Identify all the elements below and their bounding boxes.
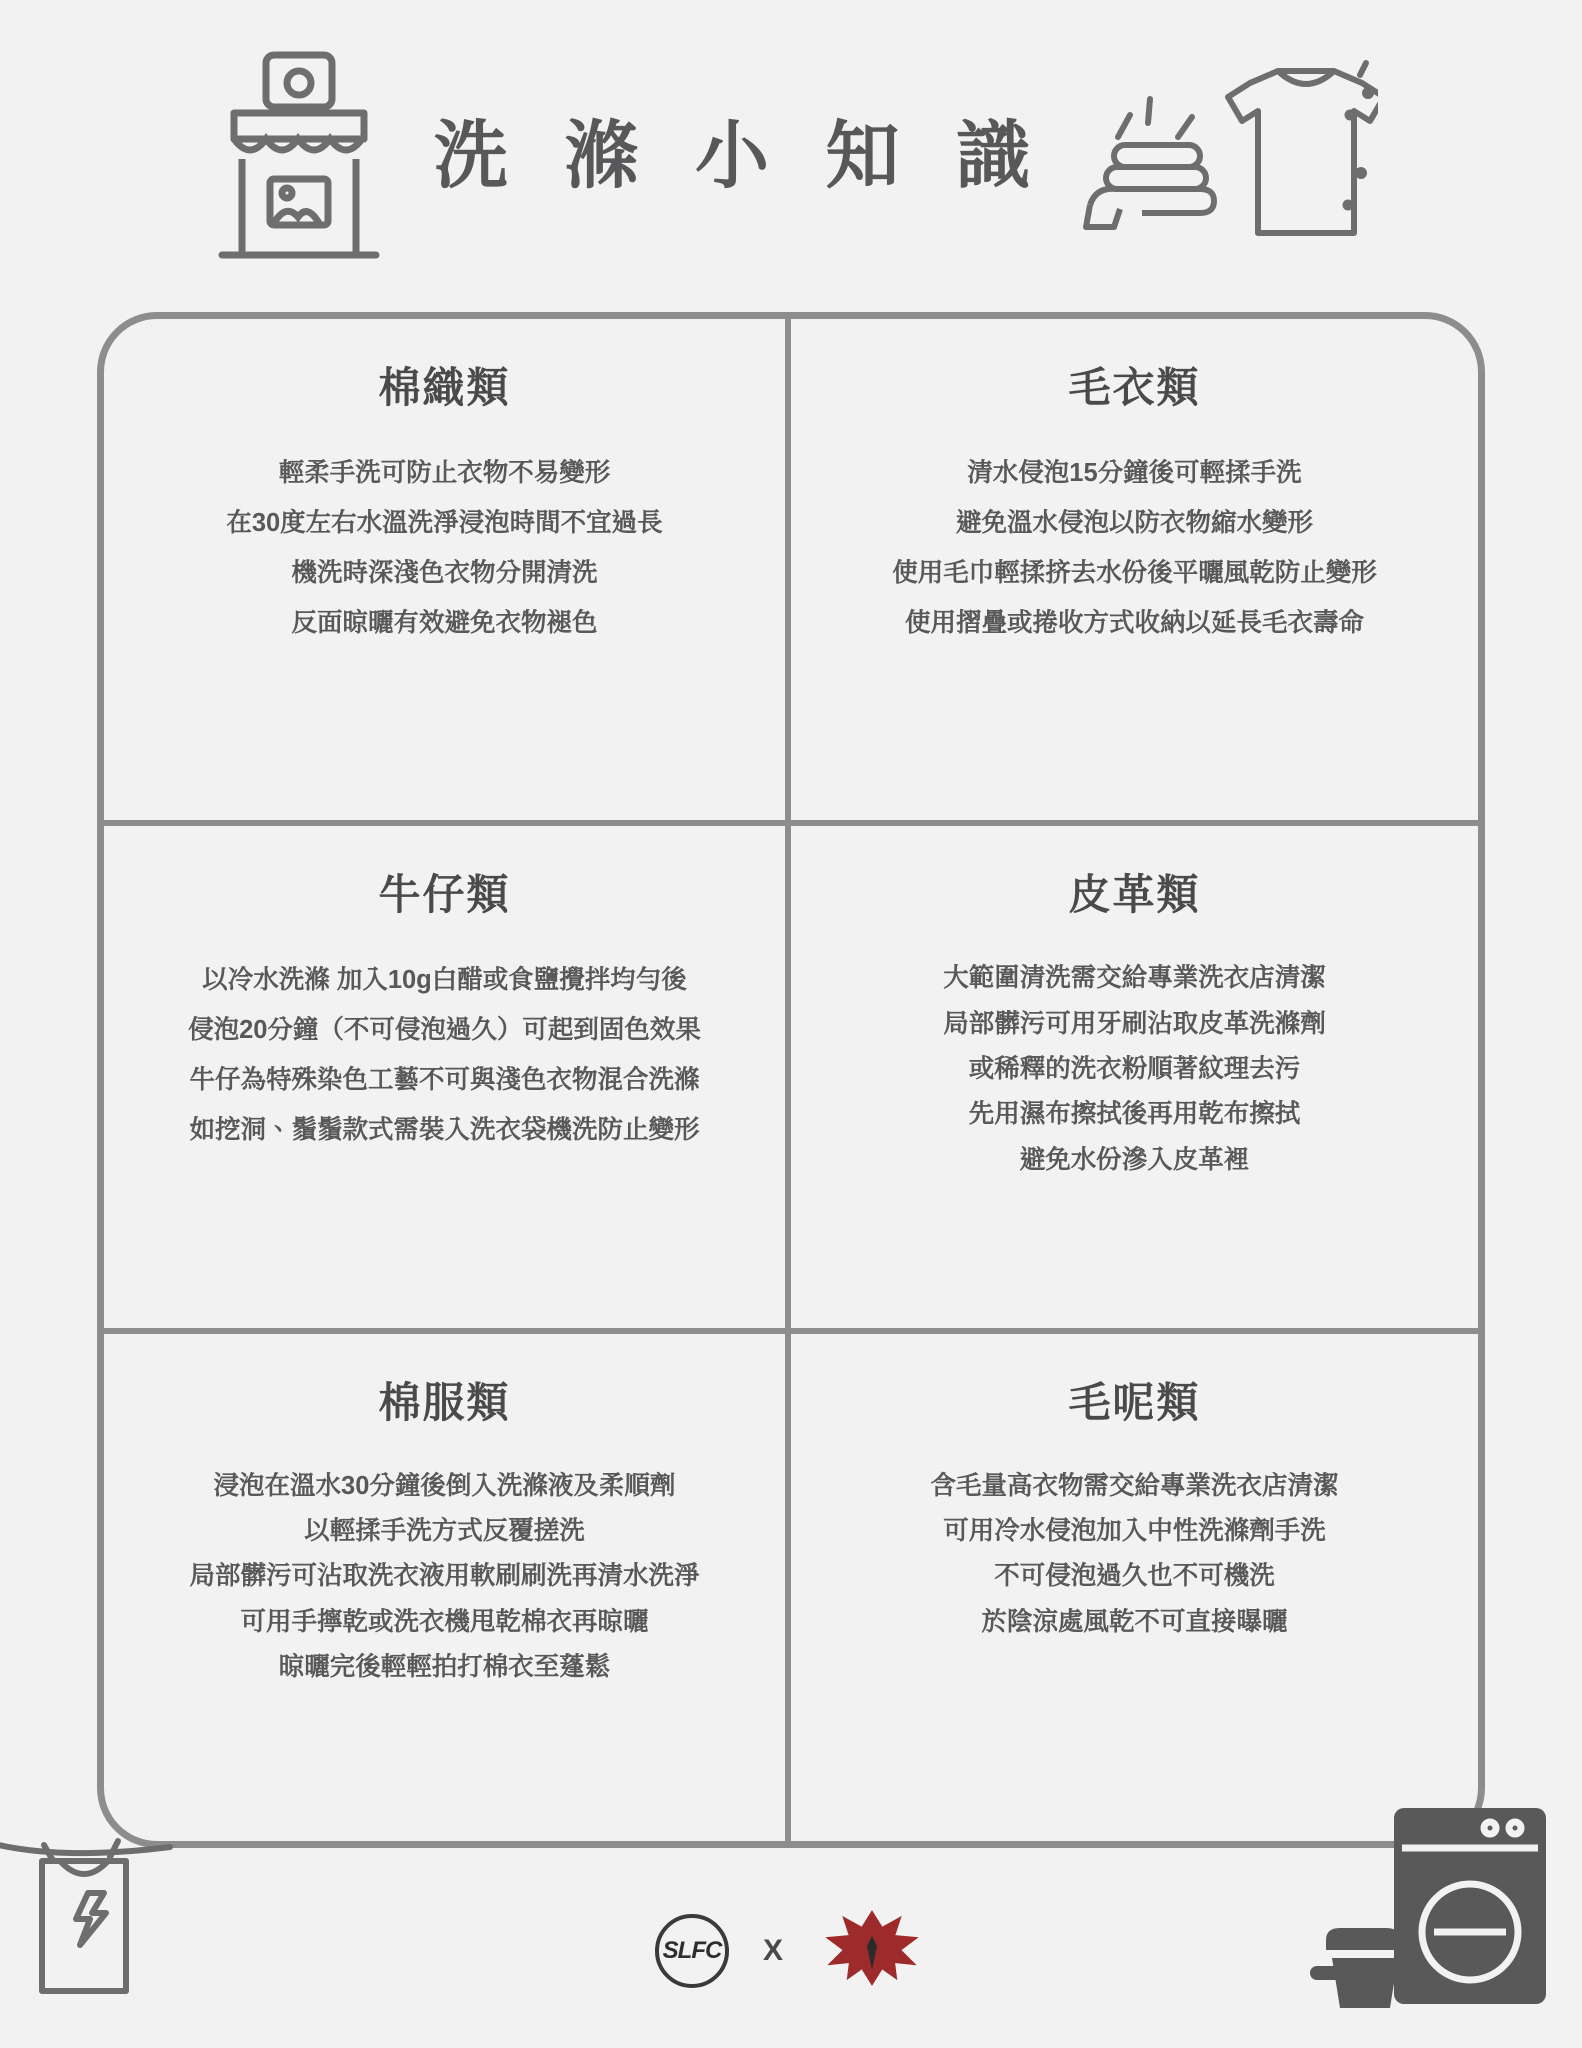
- care-line: 清水侵泡15分鐘後可輕揉手洗: [967, 459, 1302, 487]
- slfc-logo-text: SLFC: [662, 1937, 722, 1964]
- hand-washing-shirt-icon: [1078, 45, 1378, 260]
- care-line: 機洗時深淺色衣物分開清洗: [291, 558, 598, 587]
- page-title: 洗 滌 小 知 識: [433, 114, 1049, 197]
- care-line: 不可侵泡過久也不可機洗: [994, 1562, 1275, 1591]
- care-guide-panel: [97, 312, 1485, 1848]
- card-lines: [189, 1464, 699, 1691]
- care-line: 使用毛巾輕揉挤去水份後平曬風乾防止變形: [892, 558, 1377, 587]
- care-line: 以冷水洗滌 加入10g白醋或食鹽攪拌均勻後: [202, 966, 687, 995]
- care-line: 含毛量高衣物需交給專業洗衣店清潔: [930, 1471, 1339, 1500]
- care-card-denim: [104, 826, 791, 1333]
- care-line: 以輕揉手洗方式反覆搓洗: [304, 1517, 585, 1546]
- care-line: 或稀釋的洗衣粉順著紋理去污: [968, 1055, 1301, 1084]
- card-lines: [943, 956, 1326, 1183]
- care-line: 先用濕布擦拭後再用乾布擦拭: [968, 1100, 1301, 1129]
- care-line: 可用手擰乾或洗衣機甩乾棉衣再晾曬: [240, 1607, 649, 1636]
- washing-machine-basket-icon: [1310, 1782, 1560, 2012]
- care-card-wool: [791, 1334, 1478, 1841]
- care-line: 晾曬完後輕輕拍打棉衣至蓬鬆: [278, 1653, 611, 1682]
- care-line: 局部髒污可用牙刷沾取皮革洗滌劑: [943, 1009, 1326, 1038]
- card-lines: [930, 1464, 1338, 1646]
- care-line: 於陰涼處風乾不可直接曝曬: [981, 1607, 1288, 1636]
- clothesline-tank-top-icon: [0, 1827, 190, 2002]
- care-line: 如挖洞、鬚鬚款式需裝入洗衣袋機洗防止變形: [189, 1116, 700, 1145]
- care-line: 輕柔手洗可防止衣物不易變形: [278, 459, 611, 487]
- care-line: 大範圍清洗需交給專業洗衣店清潔: [943, 964, 1326, 993]
- care-line: 侵泡20分鐘（不可侵泡過久）可起到固色效果: [188, 1016, 701, 1045]
- care-line: 反面晾曬有效避免衣物褪色: [291, 608, 598, 637]
- care-line: 浸泡在溫水30分鐘後倒入洗滌液及柔順劑: [213, 1471, 676, 1500]
- care-card-cotton: [104, 319, 791, 826]
- slfc-logo-icon: [655, 1914, 729, 1988]
- care-line: 牛仔為特殊染色工藝不可與淺色衣物混合洗滌: [189, 1066, 700, 1095]
- care-line: 在30度左右水溫洗淨浸泡時間不宜過長: [226, 508, 663, 537]
- care-line: 避免水份滲入皮革裡: [1019, 1145, 1250, 1174]
- brand-collab-logos: [655, 1906, 927, 1996]
- collab-separator: X: [762, 1934, 784, 1967]
- care-line: 使用摺疊或捲收方式收納以延長毛衣壽命: [904, 608, 1364, 637]
- card-title: 毛衣類: [1068, 364, 1201, 411]
- dragon-emblem-icon: [817, 1906, 927, 1996]
- care-line: 可用冷水侵泡加入中性洗滌劑手洗: [943, 1517, 1326, 1546]
- care-card-leather: [791, 826, 1478, 1333]
- care-card-padded: [104, 1334, 791, 1841]
- page-header: [0, 0, 1582, 300]
- card-title: 牛仔類: [378, 871, 511, 919]
- card-lines: [892, 449, 1377, 649]
- card-title: 毛呢類: [1068, 1378, 1201, 1426]
- care-card-sweater: [791, 319, 1478, 826]
- card-lines: [188, 956, 701, 1156]
- care-line: 局部髒污可沾取洗衣液用軟刷刷洗再清水洗淨: [189, 1562, 700, 1591]
- care-line: 避免溫水侵泡以防衣物縮水變形: [955, 508, 1313, 537]
- card-title: 棉織類: [378, 364, 511, 411]
- page-footer: [0, 1848, 1582, 2048]
- card-title: 棉服類: [378, 1378, 511, 1426]
- card-title: 皮革類: [1068, 871, 1201, 919]
- laundry-shop-icon: [204, 47, 394, 262]
- card-lines: [226, 449, 662, 649]
